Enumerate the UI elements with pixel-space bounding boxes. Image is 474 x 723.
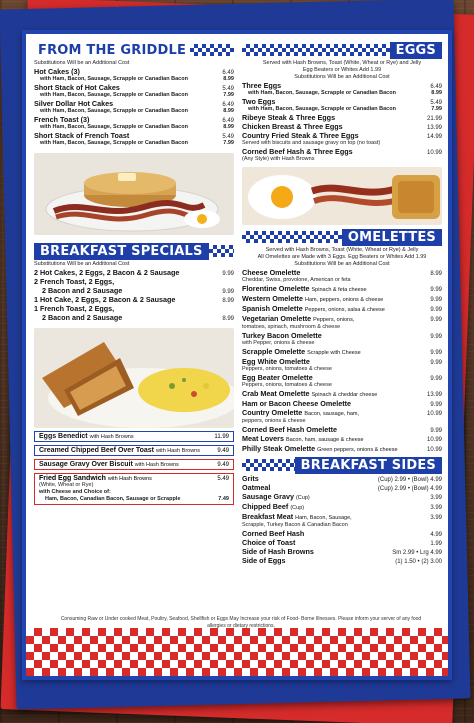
omelette-name: Florentine Omelette xyxy=(242,284,310,293)
item-name: Two Eggs xyxy=(242,97,276,106)
side-name: Side of Hash Browns xyxy=(242,547,314,556)
boxed-detail: with Hash Browns xyxy=(89,434,134,440)
addon-price: 7.99 xyxy=(431,106,442,112)
omelette-name: Turkey Bacon Omelette xyxy=(242,331,322,340)
griddle-note: Substitutions Will be an Additional Cost xyxy=(34,60,130,66)
griddle-item xyxy=(34,84,234,92)
item-price: 14.99 xyxy=(426,134,442,140)
checker-pattern xyxy=(242,459,295,471)
special-item xyxy=(34,305,234,313)
omelette-item xyxy=(242,390,442,399)
omelette-name-wrap xyxy=(242,269,300,277)
griddle-header xyxy=(34,42,234,58)
omelettes-note-3: Substitutions Will be an Additional Cost xyxy=(294,261,390,267)
boxed-name: Creamed Chipped Beef Over Toast xyxy=(39,447,155,454)
fried-egg-meats: Ham, Bacon, Canadian Bacon, Sausage or Scrapple xyxy=(45,496,181,502)
special-item-cont xyxy=(34,287,234,295)
griddle-list xyxy=(34,68,234,147)
side-price: 3.99 xyxy=(430,505,442,511)
omelette-price: 9.99 xyxy=(430,350,442,356)
side-name-wrap xyxy=(242,513,352,522)
griddle-title: FROM THE GRIDDLE xyxy=(38,42,187,58)
omelettes-title: OMELETTES xyxy=(342,229,442,246)
boxed-item xyxy=(34,445,234,456)
omelette-price: 10.99 xyxy=(426,411,442,417)
side-name: Chipped Beef xyxy=(242,502,289,511)
item-name: Corned Beef Hash & Three Eggs xyxy=(242,147,353,156)
boxed-detail: with Hash Browns xyxy=(155,448,200,454)
side-item xyxy=(242,530,442,538)
omelette-price: 10.99 xyxy=(426,437,442,443)
item-price: 5.49 xyxy=(222,86,234,92)
addon-text: with Ham, Bacon, Sausage, Scrapple or Canadian Bacon xyxy=(248,106,396,112)
omelette-name-wrap xyxy=(242,315,354,324)
omelette-price: 9.99 xyxy=(430,376,442,382)
boxed-item-name xyxy=(39,447,200,454)
boxed-item-name xyxy=(39,461,179,468)
allergy-footnote: Consuming Raw or Under cooked Meat, Poultry, Seafood, Shellfish or Eggs May Increase your risk of Food- Borne Illnesses. Please inform your server of any food allergies or dietary restrictions. xyxy=(60,616,422,629)
omelette-desc: Peppers, onions, tomatoes & cheese xyxy=(242,382,332,388)
special-line: 2 Hot Cakes, 2 Eggs, 2 Bacon & 2 Sausage xyxy=(34,268,180,277)
item-price: 6.49 xyxy=(222,102,234,108)
special-line: 2 French Toast, 2 Eggs, xyxy=(34,277,115,286)
boxed-name: Eggs Benedict xyxy=(39,433,88,440)
item-name: Short Stack of Hot Cakes xyxy=(34,83,120,92)
boxed-items xyxy=(34,431,234,470)
omelette-desc: with Pepper, onions & cheese xyxy=(242,340,315,346)
omelette-name-wrap xyxy=(242,400,351,408)
side-name: Oatmeal xyxy=(242,483,271,492)
item-name: Hot Cakes (3) xyxy=(34,67,80,76)
eggs-photo xyxy=(242,167,442,225)
item-name: Silver Dollar Hot Cakes xyxy=(34,99,114,108)
side-name: Breakfast Meat xyxy=(242,512,294,521)
side-item xyxy=(242,475,442,483)
omelette-item xyxy=(242,409,442,418)
omelette-name: Meat Lovers xyxy=(242,434,284,443)
omelette-name-wrap xyxy=(242,305,385,314)
item-name: Short Stack of French Toast xyxy=(34,131,130,140)
side-price: 3.99 xyxy=(430,495,442,501)
omelette-name-wrap xyxy=(242,348,361,357)
special-price: 9.99 xyxy=(222,271,234,277)
side-name-wrap xyxy=(242,539,295,547)
special-item xyxy=(34,269,234,277)
side-price: 4.99 xyxy=(430,532,442,538)
omelette-item xyxy=(242,426,442,434)
omelette-desc: Cheddar, Swiss, provolone, American or feta xyxy=(242,277,351,283)
omelette-item xyxy=(242,400,442,408)
sides-list xyxy=(242,475,442,565)
omelette-item xyxy=(242,295,442,304)
addon-price: 7.99 xyxy=(223,92,234,98)
omelette-item xyxy=(242,332,442,340)
omelette-name: Scrapple Omelette xyxy=(242,347,306,356)
omelettes-list xyxy=(242,269,442,454)
side-price: 1.99 xyxy=(430,541,442,547)
item-addon xyxy=(34,76,234,83)
omelette-item xyxy=(242,348,442,357)
red-checker-border xyxy=(26,628,448,676)
griddle-item xyxy=(34,132,234,140)
eggs-list xyxy=(242,82,442,163)
boxed-detail: with Hash Browns xyxy=(134,462,179,468)
menu-page xyxy=(22,30,452,680)
omelette-name-wrap xyxy=(242,445,398,454)
item-price: 5.49 xyxy=(222,134,234,140)
side-name: Grits xyxy=(242,474,259,483)
omelette-name: Spanish Omelette xyxy=(242,304,303,313)
fried-egg-detail: with Hash Browns xyxy=(107,476,152,482)
eggs-item xyxy=(242,123,442,131)
item-addon xyxy=(242,140,442,147)
omelette-desc: peppers, onions & cheese xyxy=(242,418,306,424)
checker-pattern xyxy=(190,44,234,56)
omelette-name-wrap xyxy=(242,409,359,418)
boxed-price: 9.49 xyxy=(217,448,229,454)
item-price: 6.49 xyxy=(222,118,234,124)
side-name-wrap xyxy=(242,530,304,538)
addon-price: 8.99 xyxy=(223,124,234,130)
omelette-name: Egg Beater Omelette xyxy=(242,373,313,382)
omelette-name: Country Omelette xyxy=(242,408,303,417)
checker-pattern xyxy=(242,231,342,243)
side-name-wrap xyxy=(242,548,314,556)
griddle-item xyxy=(34,100,234,108)
omelette-item xyxy=(242,315,442,324)
omelette-name-wrap xyxy=(242,426,337,434)
omelette-price: 9.99 xyxy=(430,402,442,408)
omelette-name: Crab Meat Omelette xyxy=(242,389,310,398)
side-item xyxy=(242,484,442,492)
side-inline: (Cup) xyxy=(295,495,310,501)
addon-text: with Ham, Bacon, Sausage, Scrapple or Canadian Bacon xyxy=(40,92,188,98)
specials-list xyxy=(34,269,234,322)
item-name: Chicken Breast & Three Eggs xyxy=(242,122,343,131)
omelette-desc: tomatoes, spinach, mushroom & cheese xyxy=(242,324,341,330)
omelette-item xyxy=(242,305,442,314)
french-toast-photo xyxy=(34,328,234,428)
omelette-inline: Spinach & feta cheese xyxy=(311,287,367,293)
omelette-price: 9.99 xyxy=(430,428,442,434)
omelettes-note-2: All Omelettes are Made with 3 Eggs. Egg Beaters or Whites Add 1.99 xyxy=(257,254,427,260)
boxed-price: 11.99 xyxy=(214,434,229,440)
omelette-name-wrap xyxy=(242,435,364,444)
boxed-item-name xyxy=(39,433,134,440)
special-price: 8.99 xyxy=(222,316,234,322)
item-addon xyxy=(34,140,234,147)
item-addon xyxy=(34,92,234,99)
boxed-price: 9.49 xyxy=(217,462,229,468)
omelette-price: 13.99 xyxy=(426,392,442,398)
omelette-price: 10.99 xyxy=(426,447,442,453)
side-name: Sausage Gravy xyxy=(242,492,294,501)
omelette-item xyxy=(242,358,442,366)
addon-text: with Ham, Bacon, Sausage, Scrapple or Canadian Bacon xyxy=(248,90,396,96)
omelette-name-wrap xyxy=(242,332,322,340)
omelette-inline: Green peppers, onions & cheese xyxy=(317,447,398,453)
addon-text: Served with biscuits and sausage gravy on top (no toast) xyxy=(242,140,381,146)
omelette-price: 9.99 xyxy=(430,297,442,303)
addon-text: with Ham, Bacon, Sausage, Scrapple or Canadian Bacon xyxy=(40,76,188,82)
omelette-inline: Bacon, sausage, ham, xyxy=(304,411,360,417)
addon-price: 7.99 xyxy=(223,140,234,146)
item-price: 6.49 xyxy=(430,84,442,90)
side-price: Sm 2.99 • Lrg 4.99 xyxy=(392,550,442,556)
omelette-price: 9.99 xyxy=(430,360,442,366)
addon-text: with Ham, Bacon, Sausage, Scrapple or Canadian Bacon xyxy=(40,108,188,114)
fried-egg-price: 5.49 xyxy=(217,476,229,482)
boxed-item xyxy=(34,459,234,470)
item-name: French Toast (3) xyxy=(34,115,90,124)
side-item xyxy=(242,557,442,565)
side-item xyxy=(242,548,442,556)
omelette-item xyxy=(242,445,442,454)
addon-price: 8.99 xyxy=(223,108,234,114)
item-price: 21.99 xyxy=(426,116,442,122)
side-price: (1) 1.50 • (2) 3.00 xyxy=(395,559,442,565)
checker-pattern xyxy=(242,44,390,56)
eggs-note-3: Substitutions Will be an Additional Cost xyxy=(294,74,390,80)
item-addon xyxy=(242,156,442,163)
side-price: 3.99 xyxy=(430,515,442,521)
fried-egg-name: Fried Egg Sandwich xyxy=(39,475,106,482)
right-column xyxy=(242,42,442,565)
omelette-name-wrap xyxy=(242,374,313,382)
item-name: Country Fried Steak & Three Eggs xyxy=(242,131,359,140)
side-name: Corned Beef Hash xyxy=(242,529,305,538)
pancakes-photo xyxy=(34,153,234,235)
item-price: 5.49 xyxy=(430,100,442,106)
boxed-name: Sausage Gravy Over Biscuit xyxy=(39,461,133,468)
side-name-wrap xyxy=(242,503,304,512)
omelette-inline: Bacon, ham, sausage & cheese xyxy=(285,437,364,443)
item-addon xyxy=(34,124,234,131)
eggs-item xyxy=(242,132,442,140)
omelette-item xyxy=(242,285,442,294)
griddle-item xyxy=(34,68,234,76)
item-addon xyxy=(242,90,442,97)
fried-egg-bread: (White, Wheat or Rye) xyxy=(39,482,94,488)
omelette-name: Vegetarian Omelette xyxy=(242,314,312,323)
eggs-item xyxy=(242,82,442,90)
griddle-item xyxy=(34,116,234,124)
omelettes-header xyxy=(242,229,442,245)
side-item xyxy=(242,493,442,502)
omelette-inline: Peppers, onions, salsa & cheese xyxy=(304,307,385,313)
eggs-title: EGGS xyxy=(390,42,442,59)
omelette-item xyxy=(242,374,442,382)
omelette-price: 8.99 xyxy=(430,271,442,277)
special-line-2: 2 Bacon and 2 Sausage xyxy=(42,313,123,322)
eggs-item xyxy=(242,148,442,156)
checker-pattern xyxy=(209,245,234,257)
omelette-inline: Spinach & cheddar cheese xyxy=(311,392,378,398)
side-price: (Cup) 2.99 • (Bowl) 4.99 xyxy=(377,477,442,483)
addon-text: with Ham, Bacon, Sausage, Scrapple or Canadian Bacon xyxy=(40,140,188,146)
eggs-item xyxy=(242,98,442,106)
side-name-wrap xyxy=(242,557,286,565)
addon-price: 8.99 xyxy=(223,76,234,82)
addon-text: with Ham, Bacon, Sausage, Scrapple or Canadian Bacon xyxy=(40,124,188,130)
omelette-price: 9.99 xyxy=(430,307,442,313)
special-item-cont xyxy=(34,314,234,322)
addon-price: 8.99 xyxy=(431,90,442,96)
eggs-item xyxy=(242,114,442,122)
omelette-name: Corned Beef Hash Omelette xyxy=(242,425,338,434)
side-name: Choice of Toast xyxy=(242,538,296,547)
omelettes-note: Served with Hash Browns, Toast (White, Wheat or Rye) & Jelly xyxy=(265,247,419,253)
omelette-inline: Ham, peppers, onions & cheese xyxy=(304,297,384,303)
specials-title: BREAKFAST SPECIALS xyxy=(34,243,209,260)
omelette-item xyxy=(242,435,442,444)
side-inline: (Cup) xyxy=(290,505,305,511)
eggs-header xyxy=(242,42,442,58)
sides-title: BREAKFAST SIDES xyxy=(295,457,442,474)
fried-egg-meat-price: 7.49 xyxy=(218,496,229,502)
side-item xyxy=(242,539,442,547)
specials-header xyxy=(34,243,234,259)
omelette-inline: Peppers, onions, xyxy=(313,317,355,323)
eggs-note-2: Egg Beaters or Whites Add 1.99 xyxy=(302,67,382,73)
omelette-item xyxy=(242,269,442,277)
special-price: 9.99 xyxy=(222,289,234,295)
side-name-wrap xyxy=(242,493,310,502)
item-addon xyxy=(242,106,442,113)
omelette-name: Western Omelette xyxy=(242,294,303,303)
specials-note: Substitutions Will be an Additional Cost xyxy=(34,261,130,267)
side-price: (Cup) 2.99 • (Bowl) 4.99 xyxy=(377,486,442,492)
omelette-name-wrap xyxy=(242,295,383,304)
item-price: 13.99 xyxy=(426,125,442,131)
special-line-2: 2 Bacon and 2 Sausage xyxy=(42,286,123,295)
sides-header xyxy=(242,457,442,473)
side-inline: Ham, Bacon, Sausage, xyxy=(295,515,352,521)
omelette-price: 9.99 xyxy=(430,334,442,340)
omelette-name-wrap xyxy=(242,390,377,399)
special-price: 8.99 xyxy=(222,298,234,304)
omelette-name: Philly Steak Omelette xyxy=(242,444,316,453)
omelette-name-wrap xyxy=(242,285,367,294)
special-item xyxy=(34,296,234,304)
side-item xyxy=(242,513,442,522)
item-addon xyxy=(34,108,234,115)
omelette-inline: Scrapple with Cheese xyxy=(307,350,361,356)
fried-egg-cheese: with Cheese and Choice of: xyxy=(39,489,111,495)
item-price: 10.99 xyxy=(426,150,442,156)
omelette-name: Egg White Omelette xyxy=(242,357,310,366)
item-price: 6.49 xyxy=(222,70,234,76)
fried-egg-box xyxy=(34,473,234,505)
side-name: Side of Eggs xyxy=(242,556,286,565)
special-line: 1 French Toast, 2 Eggs, xyxy=(34,304,115,313)
side-desc: Scrapple, Turkey Bacon & Canadian Bacon xyxy=(242,522,348,528)
omelette-name: Ham or Bacon Cheese Omelette xyxy=(242,399,352,408)
omelette-desc: Peppers, onions, tomatoes & cheese xyxy=(242,366,332,372)
left-column xyxy=(34,42,234,505)
special-item xyxy=(34,278,234,286)
side-name-wrap xyxy=(242,475,259,483)
omelette-name-wrap xyxy=(242,358,310,366)
omelette-price: 9.99 xyxy=(430,317,442,323)
side-name-wrap xyxy=(242,484,270,492)
special-line: 1 Hot Cake, 2 Eggs, 2 Bacon & 2 Sausage xyxy=(34,295,176,304)
side-item xyxy=(242,503,442,512)
item-name: Ribeye Steak & Three Eggs xyxy=(242,113,336,122)
omelette-price: 9.99 xyxy=(430,287,442,293)
boxed-item xyxy=(34,431,234,442)
item-name: Three Eggs xyxy=(242,81,282,90)
omelette-name: Cheese Omelette xyxy=(242,268,301,277)
eggs-note: Served with Hash Browns, Toast (White, Wheat or Rye) and Jelly xyxy=(262,60,422,66)
addon-text: (Any Style) with Hash Browns xyxy=(242,156,315,162)
